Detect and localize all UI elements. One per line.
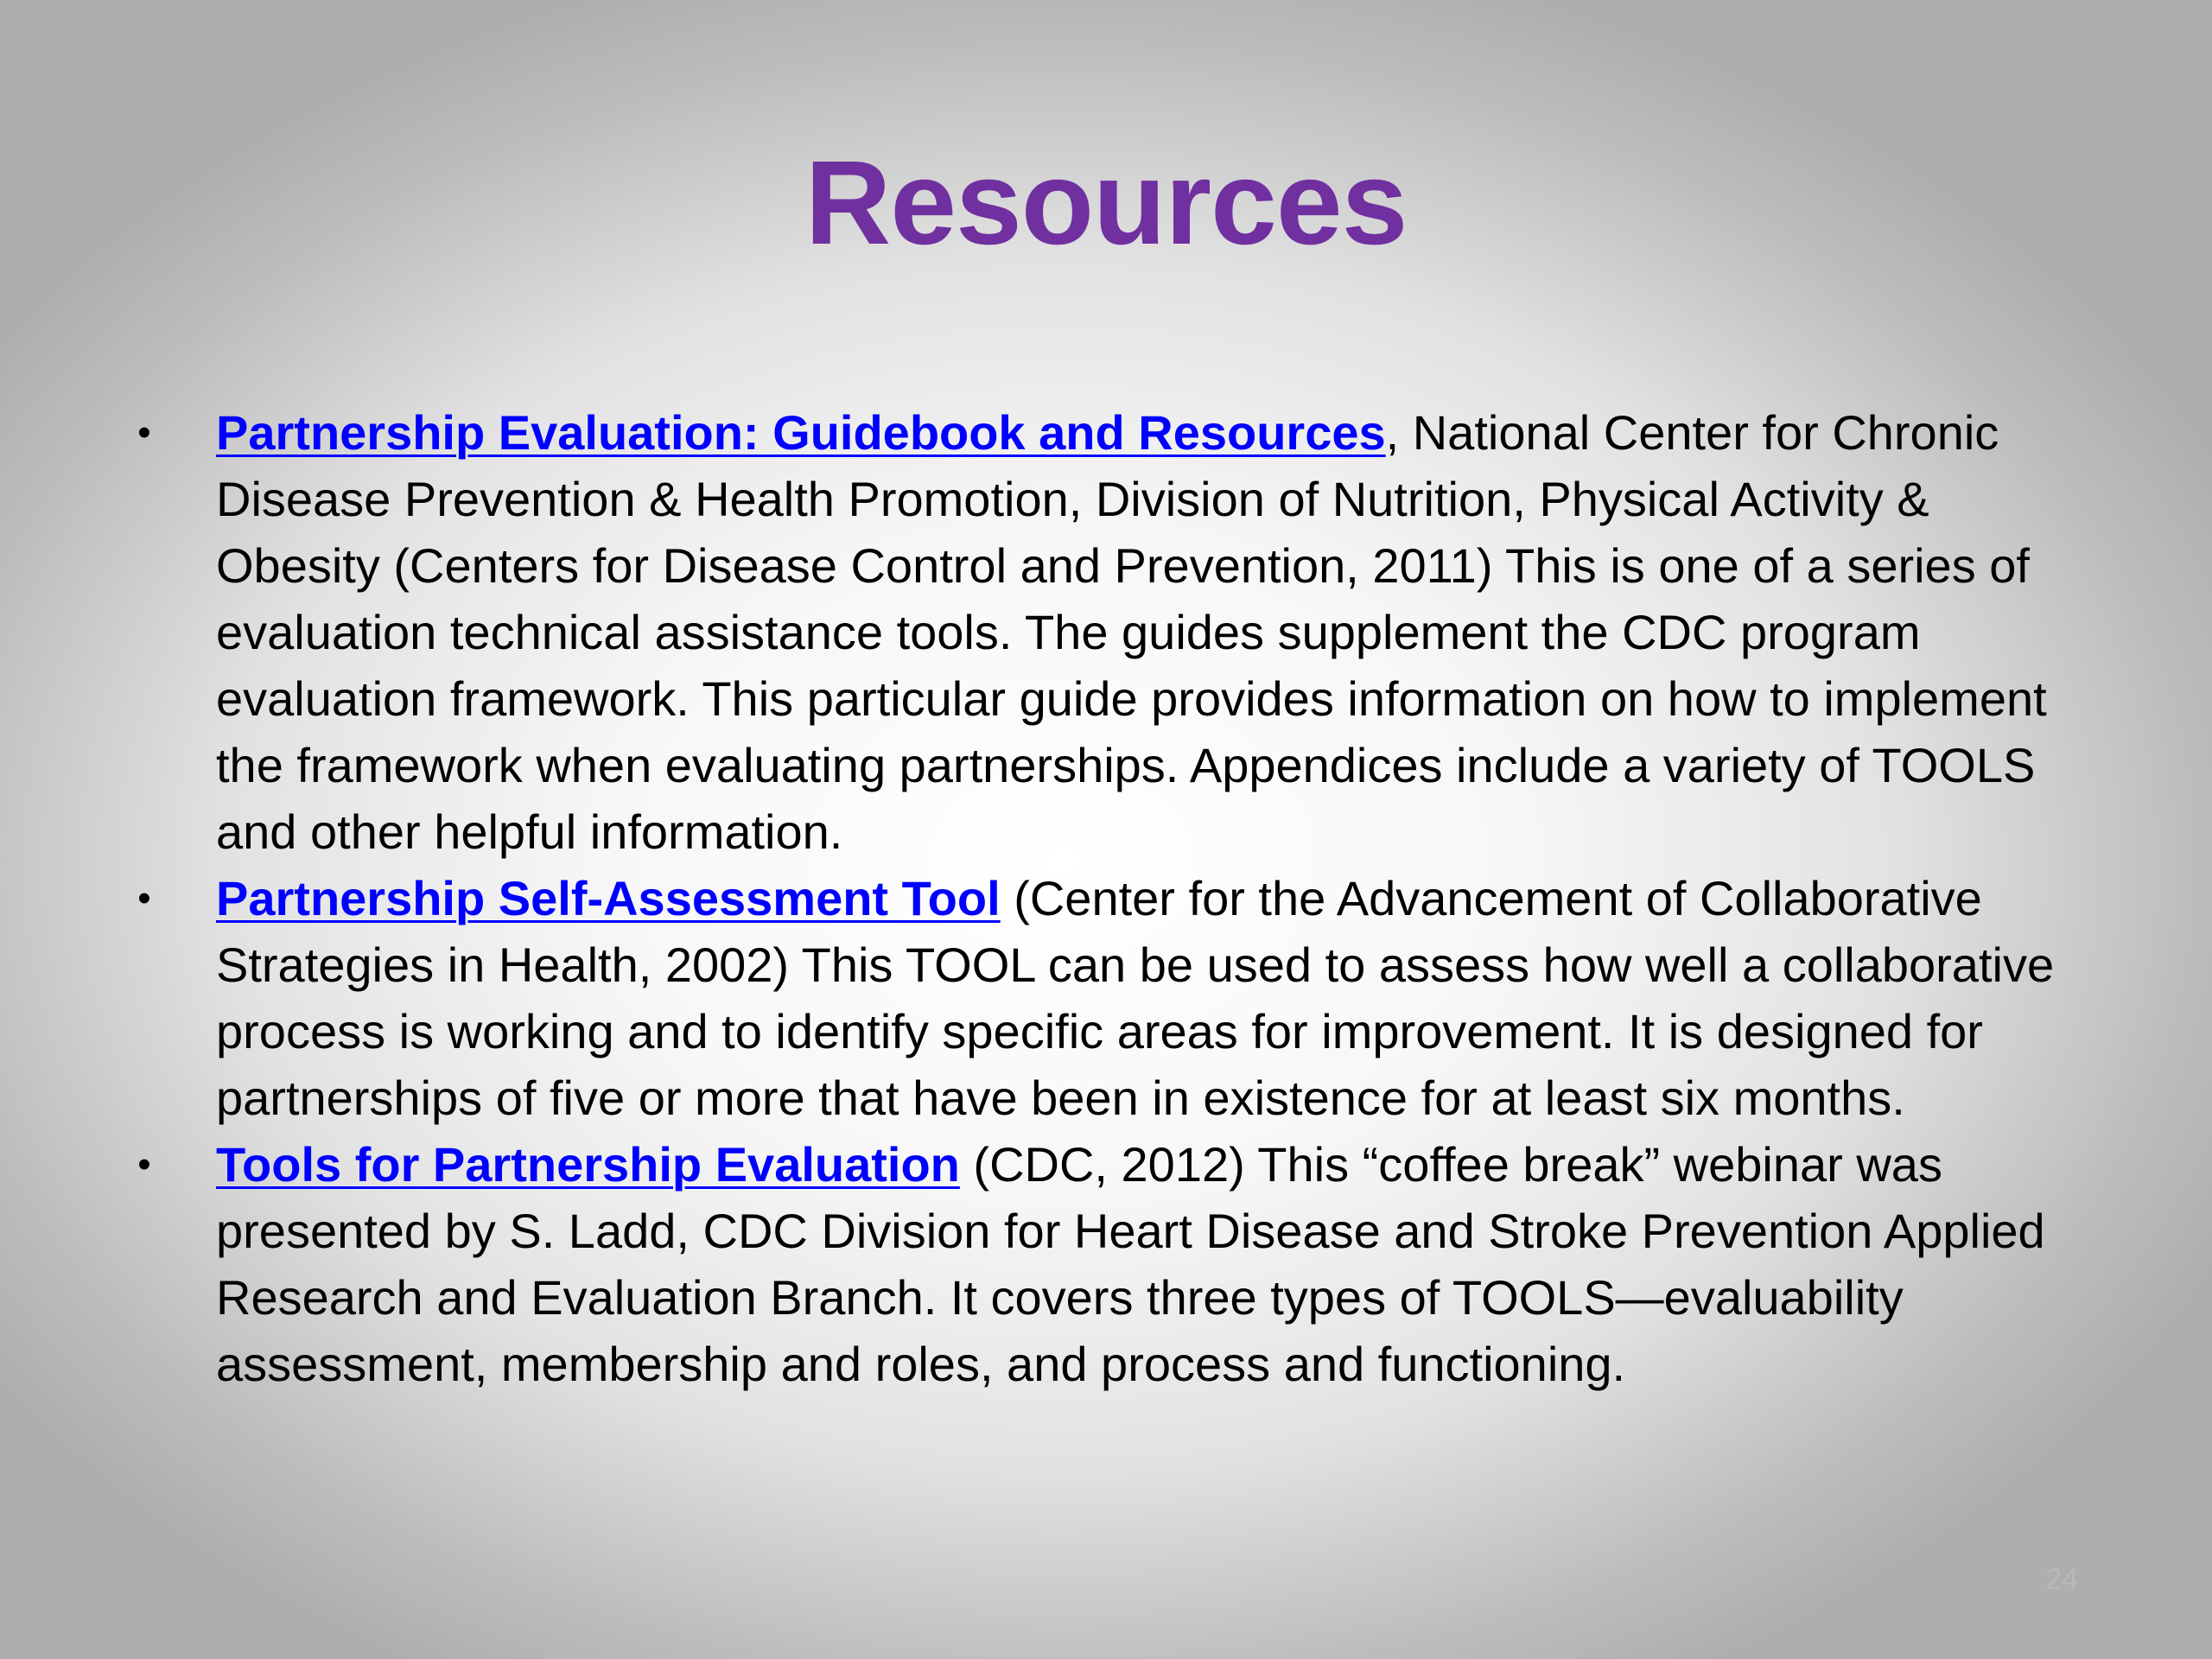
- tools-for-partnership-evaluation-link[interactable]: Tools for Partnership Evaluation: [216, 1137, 960, 1192]
- resource-description: (Center for the Advancement of Collaborative Strategies in Health, 2002) This TOOL can be used to assess how well a collaborative process is working and to identify specific areas for improvement. It is designed for partnerships of five or more that have been in existence for at least six months.: [216, 871, 2055, 1125]
- bullet-icon: •: [137, 411, 151, 454]
- resource-item-self-assessment: [130, 865, 2082, 1131]
- self-assessment-tool-link[interactable]: Partnership Self-Assessment Tool: [216, 871, 1001, 925]
- resource-list: [130, 399, 2082, 1397]
- bullet-icon: •: [137, 1143, 151, 1185]
- guidebook-link[interactable]: Partnership Evaluation: Guidebook and Resources: [216, 405, 1386, 460]
- resource-description: (CDC, 2012) This “coffee break” webinar was presented by S. Ladd, CDC Division for Heart Disease and Stroke Prevention Applied Research and Evaluation Branch. It covers three types of TOOLS—evaluability assessment, membership and roles, and process and functioning.: [216, 1137, 2045, 1391]
- resource-description: , National Center for Chronic Disease Prevention & Health Promotion, Division of Nutrition, Physical Activity & Obesity (Centers for Disease Control and Prevention, 2011) This is one of a series of evaluation technical assistance tools. The guides supplement the CDC program evaluation framework. This particular guide provides information on how to implement the framework when evaluating partnerships. Appendices include a variety of TOOLS and other helpful information.: [216, 405, 2047, 859]
- slide-title: Resources: [804, 137, 1408, 270]
- page-number: 24: [2045, 1563, 2078, 1596]
- resource-item-guidebook: [130, 399, 2082, 865]
- bullet-icon: •: [137, 877, 151, 919]
- resource-item-tools-webinar: [130, 1131, 2082, 1397]
